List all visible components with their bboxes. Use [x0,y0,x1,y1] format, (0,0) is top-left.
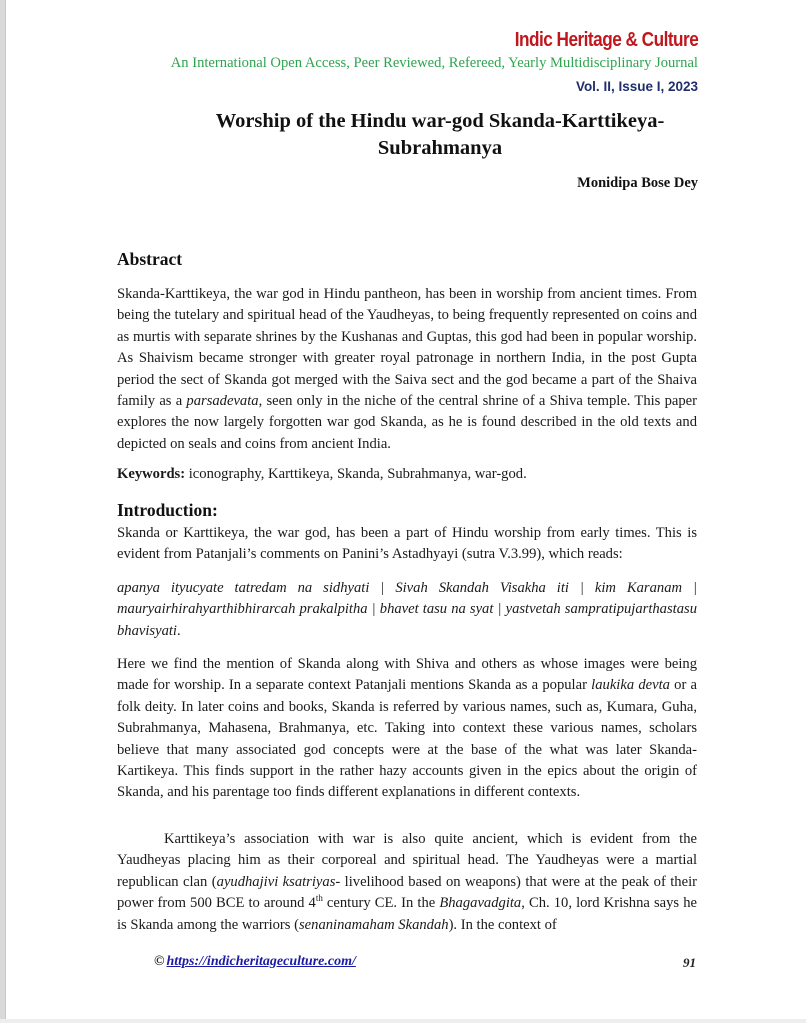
page-number: 91 [683,955,696,970]
copyright-icon: © [154,954,165,969]
intro-paragraph-3 [117,829,697,936]
abstract-paragraph [117,284,697,455]
abstract-italic-term: parsadevata [186,393,259,410]
journal-website-link[interactable]: https://indicheritageculture.com/ [166,954,356,969]
viewer-bottom-edge [0,1019,806,1023]
ordinal-superscript: th [315,893,323,904]
abstract-text-cont: , seen only in the niche of the central shrine of a Shiva temple. This paper explores the now largely forgotten war god Skanda, as he is found described in the old texts and depicted on seals and coins from ancient India. [117,393,697,452]
footer-link-area [154,954,356,970]
journal-volume: Vol. II, Issue I, 2023 [575,79,698,94]
abstract-heading: Abstract [117,249,183,269]
sanskrit-quote-text: apanya ityucyate tatredam na sidhyati | Sivah Skandah Visakha iti | kim Karanam | mauryairhirahyarthibhirarcah prakalpitha | bhavet tasu na syat | yastvetah sampratipujarthastasu bhavisyati [117,580,697,639]
quote-end-period: . [177,622,181,639]
paper-title-line-2: Subrahmanya [377,137,503,159]
paper-title-line-1: Worship of the Hindu war-god Skanda-Karttikeya- [215,110,665,132]
intro-paragraph-2 [117,654,697,804]
para3-italic-2: Bhagavadgita [439,895,522,912]
journal-header [171,28,698,96]
introduction-heading: Introduction: [117,500,218,520]
para3-text-2: - livelihood based on weapons) that were at the peak of their power from 500 BCE to around 4 [117,873,697,912]
journal-subtitle: An International Open Access, Peer Reviewed, Refereed, Yearly Multidisciplinary Journal [170,55,698,71]
sanskrit-quote [117,578,697,642]
para3-text-5: ). In the context of [448,916,557,933]
para2-text-cont: or a folk deity. In later coins and books, Skanda is referred by various names, such as, Kumara, Guha, Subrahmanya, Mahasena, Brahmanya, etc. Taking into context these various names, scholars believe that many associated god concepts were at the base of the what was later Skanda-Kartikeya. This finds support in the rather hazy accounts given in the epics about the origin of Skanda, and his parentage too finds different explanations in different contexts. [117,677,698,801]
intro-paragraph-1: Skanda or Karttikeya, the war god, has been a part of Hindu worship from early times. This is evident from Patanjali’s comments on Panini’s Astadhyayi (sutra V.3.99), which reads: [117,525,697,563]
para3-italic-1: ayudhajivi ksatriyas [216,873,336,890]
para2-text: Here we find the mention of Skanda along with Shiva and others as whose images were being made for worship. In a separate context Patanjali mentions Skanda as a popular [117,656,697,694]
journal-title: Indic Heritage & Culture [514,29,698,51]
abstract-text: Skanda-Karttikeya, the war god in Hindu pantheon, has been in worship from ancient times. From being the tutelary and spiritual head of the Yaudheyas, to being frequently represented on coins and as murtis with separate shrines by the Kushanas and Guptas, this god had been in popular worship. As Shaivism became stronger with greater royal patronage in northern India, in the post Gupta period the sect of Skanda got merged with the Saiva sect and the god became a part of the Shaiva family as a [117,286,697,410]
para2-italic-term: laukika devta [591,677,670,694]
author-name: Monidipa Bose Dey [577,175,698,191]
keywords-values: iconography, Karttikeya, Skanda, Subrahmanya, war-god. [185,466,527,482]
paper-title [160,108,720,162]
para3-text-4: , Ch. 10, lord Krishna says he is Skanda among the warriors ( [117,895,697,933]
para3-italic-3: senaninamaham Skandah [298,916,449,933]
keywords-label: Keywords: [117,466,186,482]
para3-text: Karttikeya’s association with war is also quite ancient, which is evident from the Yaudheyas placing him as their corporeal and spiritual head. The Yaudheyas were a martial republican clan ( [117,831,697,890]
para3-text-3: century CE. In the [322,895,440,912]
keywords-line [117,464,697,485]
